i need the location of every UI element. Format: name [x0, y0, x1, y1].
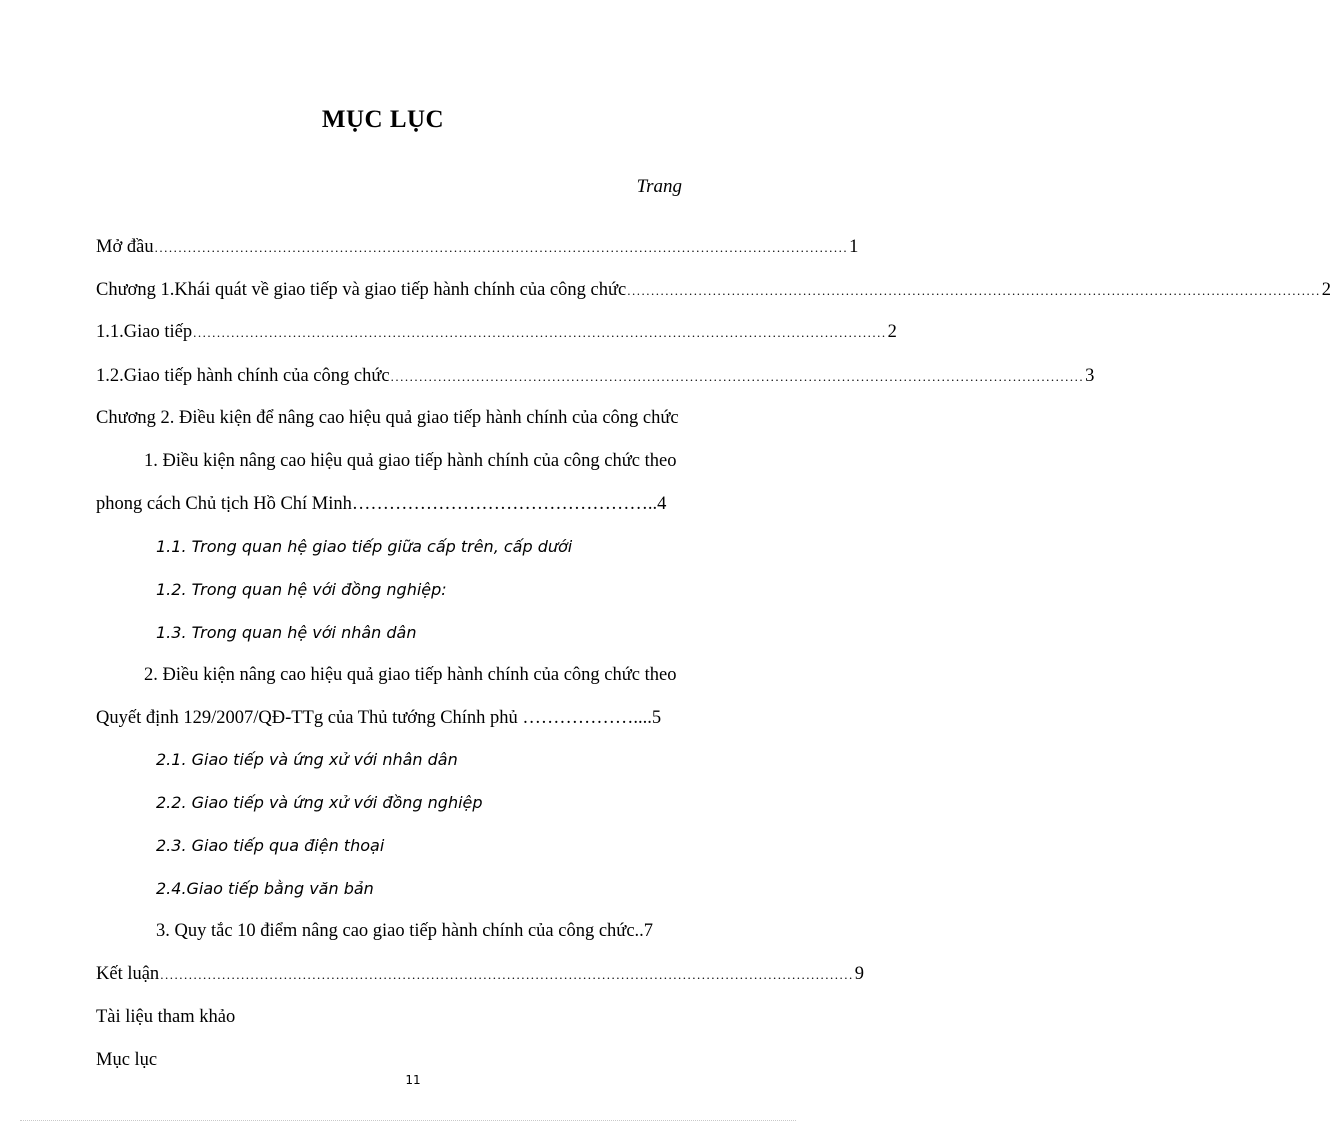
- toc-entry-label: Mở đầu: [96, 237, 154, 257]
- toc-subentry-1-3: 1.3. Trong quan hệ với nhân dân: [156, 623, 417, 642]
- toc-subentry-2-2: 2.2. Giao tiếp và ứng xử với đồng nghiệp: [156, 793, 483, 812]
- toc-entry-page: 9: [854, 964, 864, 984]
- toc-entry-mo-dau: [96, 235, 859, 260]
- toc-entry-2-1-line2: phong cách Chủ tịch Hồ Chí Minh…………………………………………..4: [96, 494, 667, 514]
- page-bottom-divider: [20, 1120, 796, 1121]
- dot-leader: ..................................................................................................................................................: [154, 240, 849, 255]
- page-title: MỤC LỤC: [321, 106, 445, 133]
- toc-entry-page: 2: [1321, 280, 1331, 300]
- toc-entry-2-2-line2: Quyết định 129/2007/QĐ-TTg của Thủ tướng Chính phủ ………………....5: [96, 708, 662, 728]
- toc-subentry-1-1: 1.1. Trong quan hệ giao tiếp giữa cấp trên, cấp dưới: [156, 537, 573, 556]
- dot-leader: ..................................................................................................................................................: [160, 967, 854, 982]
- toc-subentry-2-3: 2.3. Giao tiếp qua điện thoại: [156, 836, 385, 855]
- toc-entry-label: Kết luận: [96, 964, 160, 984]
- toc-entry-number: 1.2.: [96, 366, 124, 386]
- toc-subentry-2-4: 2.4.Giao tiếp bằng văn bản: [156, 879, 374, 898]
- toc-entry-chuong-2: Chương 2. Điều kiện để nâng cao hiệu quả giao tiếp hành chính của công chức: [96, 408, 679, 428]
- toc-entry-page: 1: [849, 237, 859, 257]
- toc-entry-2-3: 3. Quy tắc 10 điểm nâng cao giao tiếp hành chính của công chức..7: [156, 921, 654, 941]
- page-column-label: Trang: [636, 176, 682, 197]
- toc-entry-chuong-1: [96, 278, 1331, 303]
- toc-entry-number: 1.1.: [96, 322, 124, 342]
- dot-leader: ..................................................................................................................................................: [390, 369, 1085, 384]
- toc-entry-page: 3: [1085, 366, 1095, 386]
- toc-subentry-1-2: 1.2. Trong quan hệ với đồng nghiệp:: [156, 580, 447, 599]
- toc-entry-page: 2: [887, 322, 897, 342]
- toc-entry-label: Chương 1.Khái quát về giao tiếp và giao tiếp hành chính của công chức: [96, 280, 627, 300]
- dot-leader: ..................................................................................................................................................: [193, 325, 887, 340]
- toc-entry-1-2: [96, 364, 1095, 389]
- toc-subentry-2-1: 2.1. Giao tiếp và ứng xử với nhân dân: [156, 750, 458, 769]
- dot-leader: ..................................................................................................................................................: [627, 283, 1321, 298]
- toc-entry-2-1-line1: 1. Điều kiện nâng cao hiệu quả giao tiếp hành chính của công chức theo: [144, 451, 677, 471]
- toc-entry-1-1: [96, 320, 897, 345]
- page-number: 11: [405, 1073, 421, 1087]
- toc-entry-label: Giao tiếp hành chính của công chức: [123, 366, 390, 386]
- toc-entry-muc-luc: Mục lục: [96, 1050, 158, 1070]
- toc-entry-tai-lieu: Tài liệu tham khảo: [96, 1007, 236, 1027]
- toc-entry-2-2-line1: 2. Điều kiện nâng cao hiệu quả giao tiếp hành chính của công chức theo: [144, 665, 677, 685]
- toc-entry-ket-luan: [96, 962, 864, 987]
- toc-entry-label: Giao tiếp: [123, 322, 193, 342]
